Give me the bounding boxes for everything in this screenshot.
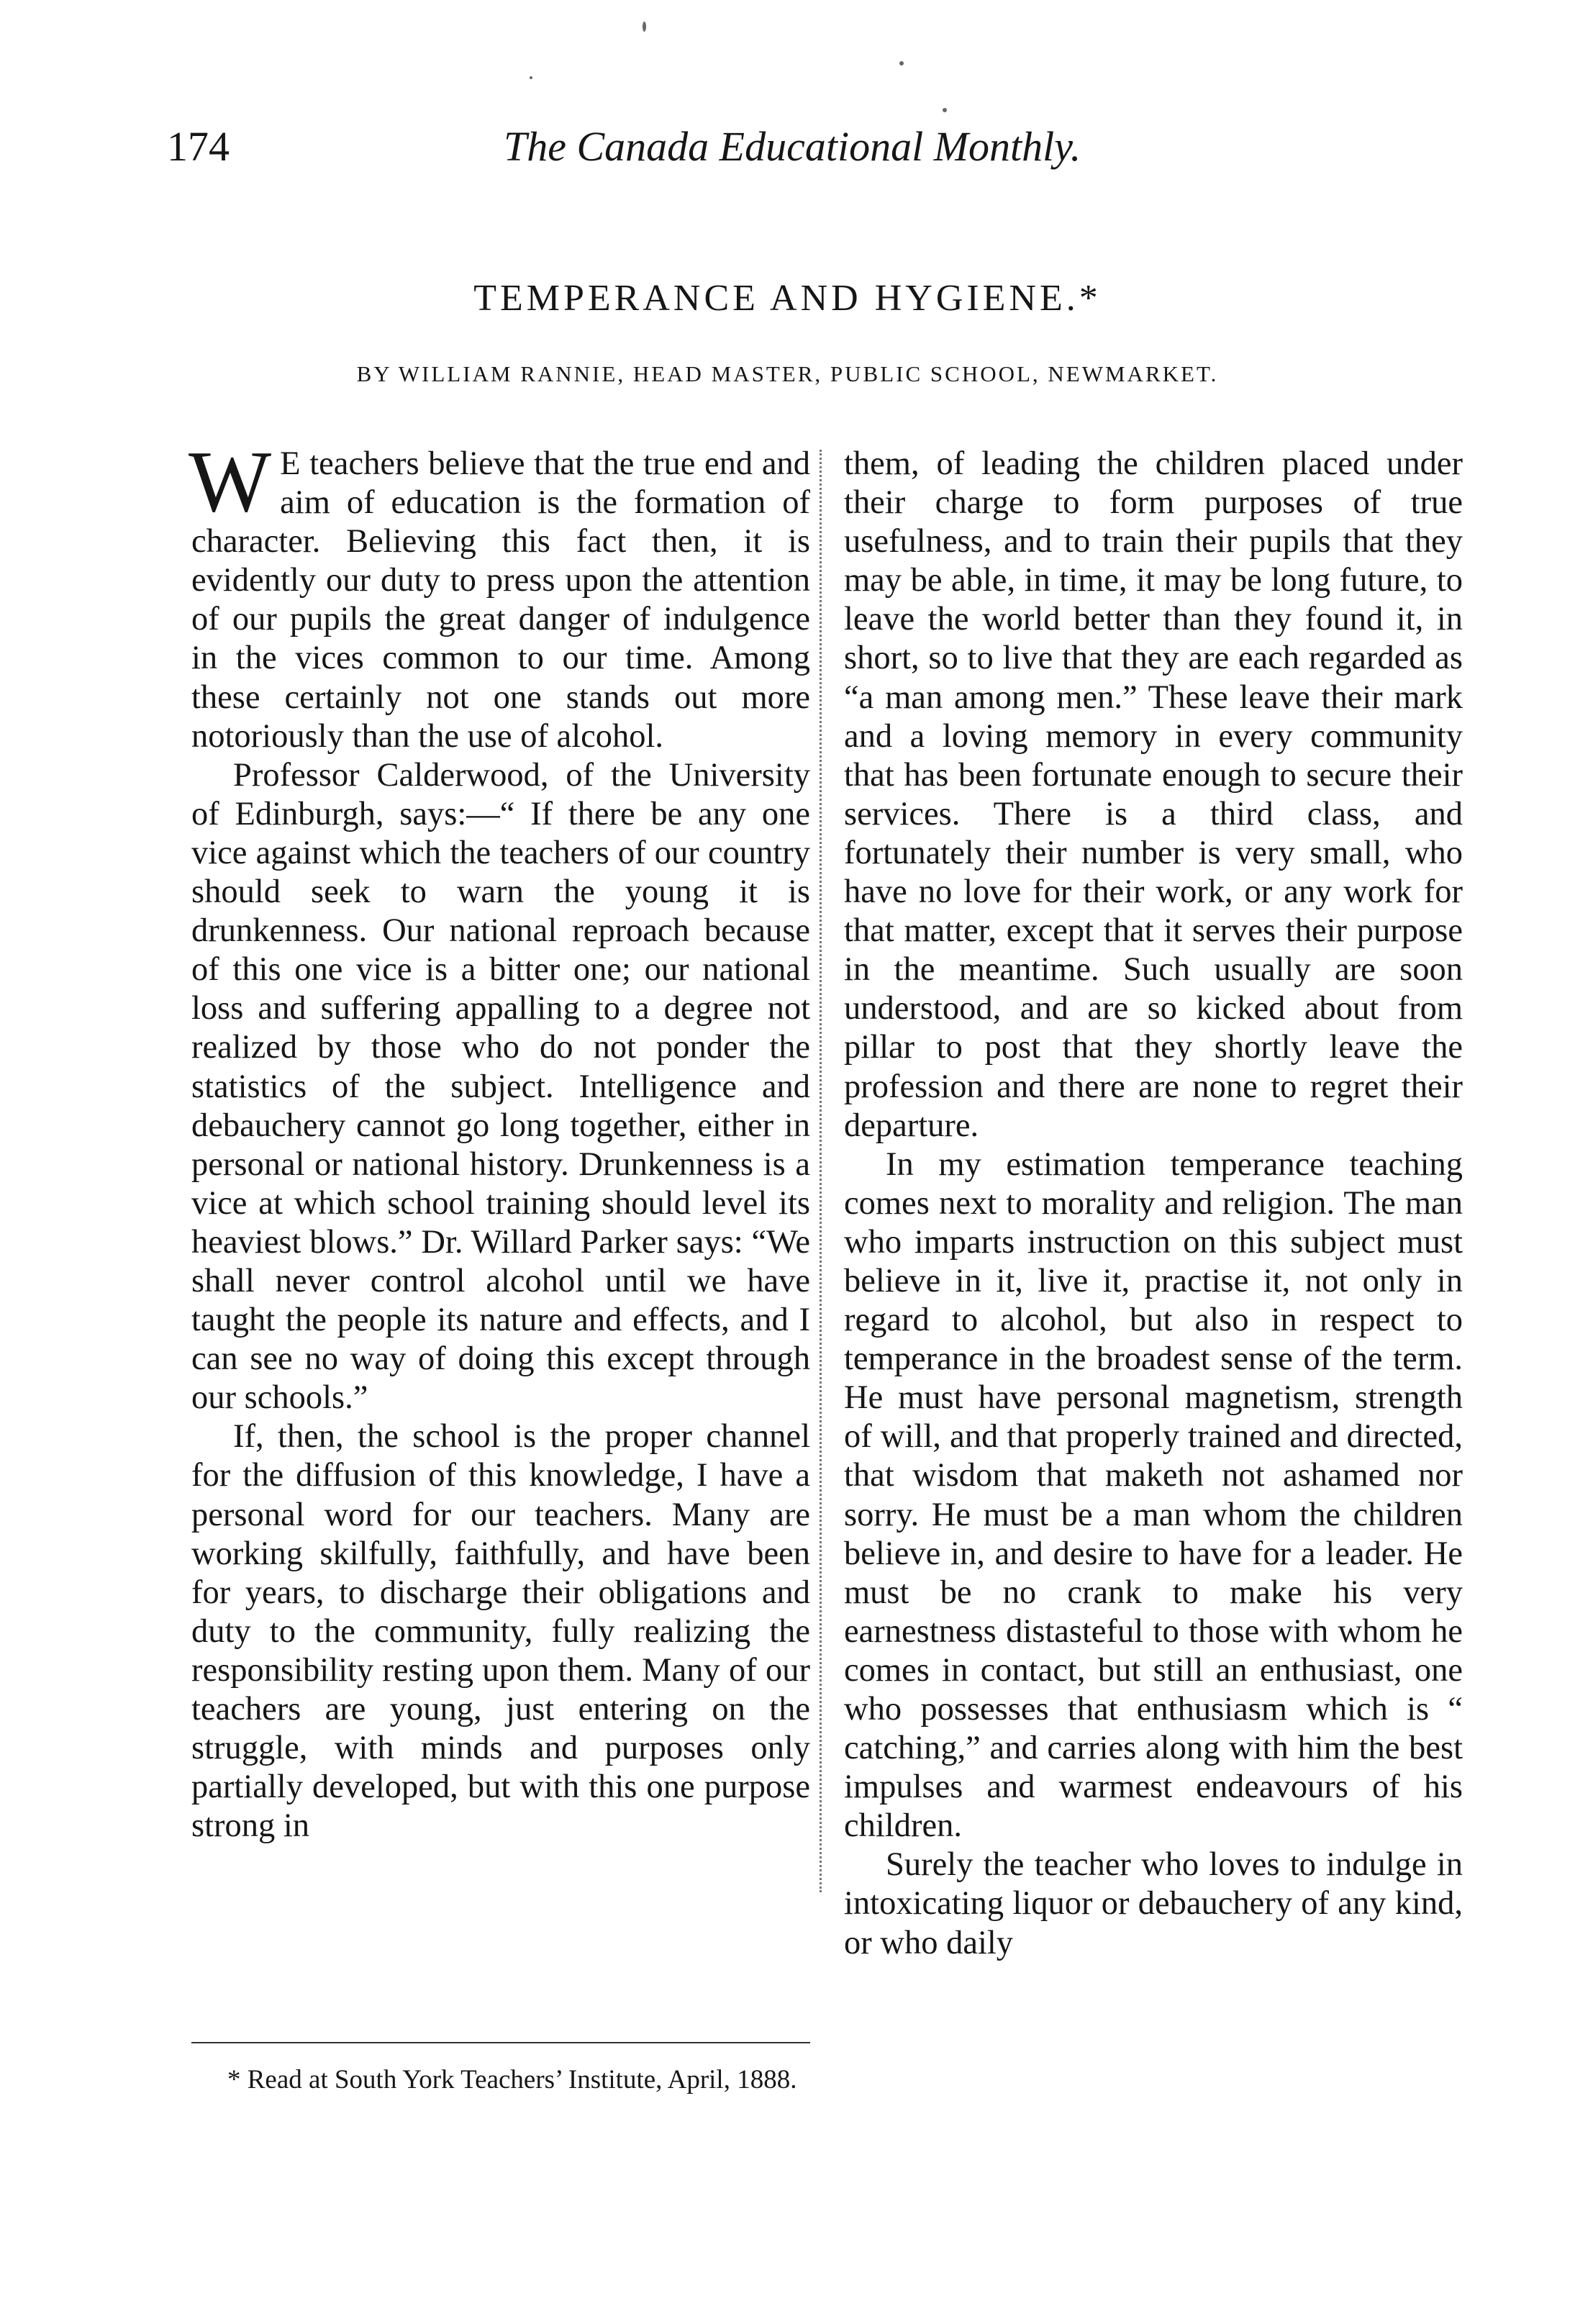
article-title: TEMPERANCE AND HYGIENE.* xyxy=(473,278,1102,319)
right-column xyxy=(844,445,1463,1963)
footnote-rule xyxy=(191,2042,810,2043)
page-number: 174 xyxy=(167,123,230,170)
paragraph-text: E teachers believe that the true end and aim of education is the formation of character. Believing this fact then, it is evidently our duty to press upon the attention of our pupils the great danger of indulgence in the vices common to our time. Among these certainly not one stands out more notoriously than the use of alcohol. xyxy=(191,445,810,755)
paragraph: Surely the teacher who loves to indulge in intoxicating liquor or debauchery of any kind, or who daily xyxy=(844,1846,1463,1961)
paragraph: In my estimation temperance teaching comes next to morality and religion. The man who imparts instruction on this subject must believe in it, live it, practise it, not only in regard to alcohol, but also in respect to temperance in the broadest sense of the term. He must have personal magnetism, strength of will, and that properly trained and directed, that wisdom that maketh not ashamed nor sorry. He must be a man whom the children believe in, and desire to have for a leader. He must be no crank to make his very earnestness distasteful to those with whom he comes in contact, but still an enthusiast, one who possesses that enthusiasm which is “ catching,” and carries along with him the best impulses and warmest endeavours of his children. xyxy=(844,1145,1463,1845)
ink-speck xyxy=(643,22,646,32)
ink-speck xyxy=(943,108,947,112)
footnote-text: * Read at South York Teachers’ Institute, April, 1888. xyxy=(227,2065,797,2094)
paragraph: them, of leading the children placed under their charge to form purposes of true usefulness, and to train their pupils that they may be able, in time, it may be long future, to leave the world better than they found it, in short, so to live that they are each regarded as “a man among men.” These leave their mark and a loving memory in every community that has been fortunate enough to secure their services. There is a third class, and fortunately their number is very small, who have no love for their work, or any work for that matter, except that it serves their purpose in the meantime. Such usually are soon understood, and are so kicked about from pillar to post that they shortly leave the profession and there are none to regret their departure. xyxy=(844,445,1463,1144)
paragraph xyxy=(189,433,810,756)
drop-cap: W xyxy=(189,433,272,530)
journal-title: The Canada Educational Monthly. xyxy=(504,123,1081,170)
ink-speck xyxy=(899,61,904,65)
ink-speck xyxy=(530,76,532,79)
paragraph: Professor Calderwood, of the University of Edinburgh, says:—“ If there be any one vice against which the teachers of our country should seek to warn the young it is drunkenness. Our national reproach because of this one vice is a bitter one; our national loss and suffering appalling to a degree not realized by those who do not ponder the statistics of the subject. Intelligence and debauchery cannot go long together, either in personal or national history. Drunkenness is a vice at which school training should level its heaviest blows.” Dr. Willard Parker says: “We shall never control alcohol until we have taught the people its nature and effects, and I can see no way of doing this except through our schools.” xyxy=(191,756,810,1417)
column-divider xyxy=(820,450,822,1892)
article-byline: BY WILLIAM RANNIE, HEAD MASTER, PUBLIC SCHOOL, NEWMARKET. xyxy=(356,361,1219,386)
footnote xyxy=(191,2064,810,2096)
left-column xyxy=(189,433,810,1846)
paragraph: If, then, the school is the proper channel for the diffusion of this knowledge, I have a personal word for our teachers. Many are working skilfully, faithfully, and have been for years, to discharge their obligations and duty to the community, fully realizing the responsibility resting upon them. Many of our teachers are young, just entering on the struggle, with minds and purposes only partially developed, but with this one purpose strong in xyxy=(191,1418,810,1845)
running-head xyxy=(0,115,1575,180)
